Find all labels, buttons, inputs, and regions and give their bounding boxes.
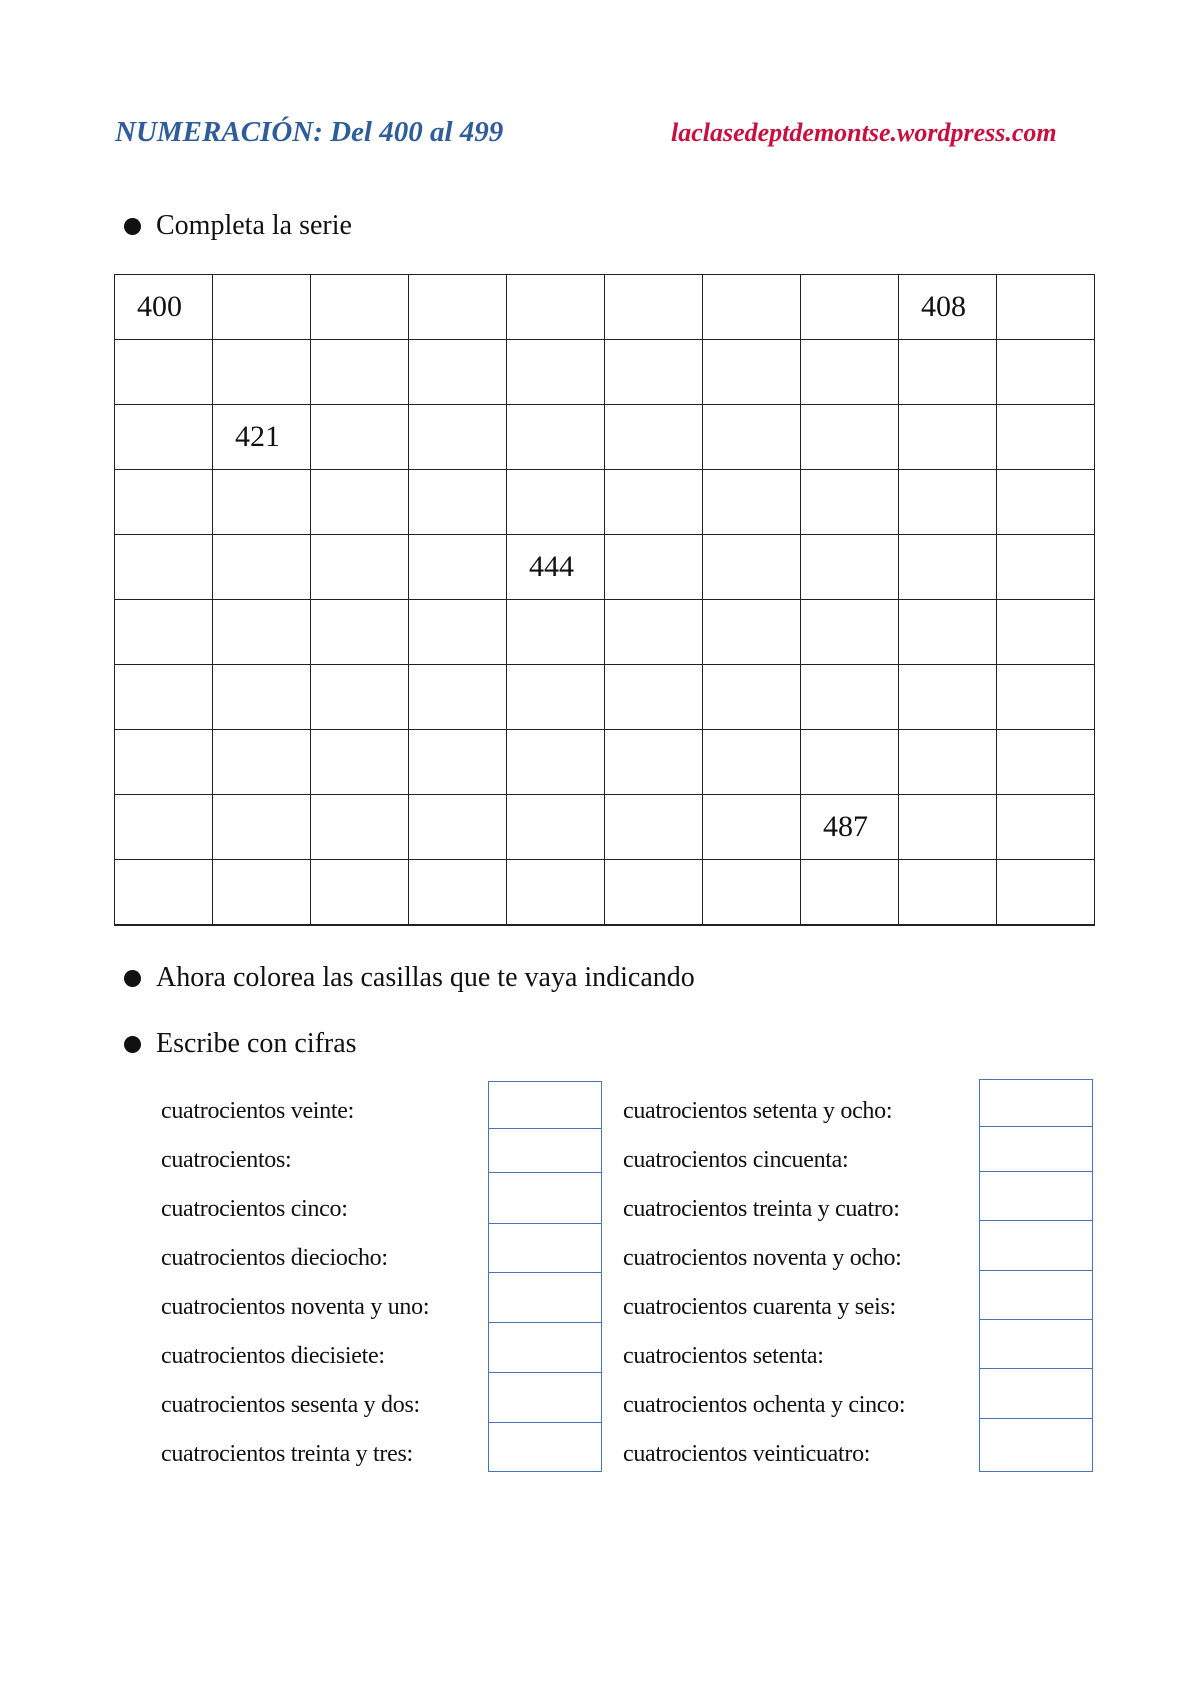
grid-row	[115, 795, 1095, 860]
grid-cell[interactable]	[605, 275, 703, 340]
exercise-label: cuatrocientos setenta y ocho:	[623, 1098, 893, 1124]
grid-cell[interactable]	[115, 405, 213, 470]
grid-cell[interactable]	[115, 340, 213, 405]
exercise-label: cuatrocientos cinco:	[161, 1196, 348, 1222]
grid-cell[interactable]	[605, 860, 703, 925]
grid-cell[interactable]	[507, 795, 605, 860]
grid-cell[interactable]	[801, 405, 899, 470]
instruction-write-text: Escribe con cifras	[156, 1028, 357, 1059]
grid-cell[interactable]	[507, 665, 605, 730]
grid-cell[interactable]	[605, 795, 703, 860]
grid-cell[interactable]	[213, 275, 311, 340]
grid-cell[interactable]	[899, 470, 997, 535]
instruction-write	[124, 1028, 357, 1060]
grid-cell[interactable]	[115, 730, 213, 795]
answer-box[interactable]	[488, 1372, 602, 1424]
grid-cell[interactable]	[507, 405, 605, 470]
grid-cell[interactable]	[605, 470, 703, 535]
answer-box[interactable]	[979, 1319, 1093, 1370]
grid-row	[115, 860, 1095, 925]
grid-cell[interactable]	[703, 340, 801, 405]
grid-cell[interactable]	[409, 860, 507, 925]
grid-cell[interactable]	[213, 340, 311, 405]
answer-box[interactable]	[979, 1270, 1093, 1321]
exercise-label: cuatrocientos treinta y cuatro:	[623, 1196, 900, 1222]
answer-box[interactable]	[488, 1081, 602, 1130]
grid-cell[interactable]	[605, 665, 703, 730]
grid-cell[interactable]	[213, 860, 311, 925]
exercise-label: cuatrocientos veinte:	[161, 1098, 354, 1124]
grid-row	[115, 470, 1095, 535]
instruction-colour-text: Ahora colorea las casillas que te vaya indicando	[156, 962, 695, 993]
grid-cell[interactable]	[801, 470, 899, 535]
bullet-icon	[124, 1036, 141, 1053]
grid-cell[interactable]	[997, 795, 1095, 860]
grid-cell[interactable]	[997, 600, 1095, 665]
grid-cell[interactable]	[311, 275, 409, 340]
grid-cell[interactable]	[507, 470, 605, 535]
grid-cell[interactable]	[703, 275, 801, 340]
grid-cell[interactable]	[507, 730, 605, 795]
exercise-label: cuatrocientos diecisiete:	[161, 1343, 385, 1369]
grid-cell[interactable]	[409, 340, 507, 405]
grid-cell[interactable]	[899, 860, 997, 925]
grid-cell[interactable]	[213, 600, 311, 665]
answer-box[interactable]	[979, 1079, 1093, 1128]
grid-cell[interactable]	[997, 665, 1095, 730]
grid-cell[interactable]	[409, 275, 507, 340]
grid-cell[interactable]	[409, 600, 507, 665]
grid-cell[interactable]	[311, 470, 409, 535]
grid-cell[interactable]	[115, 665, 213, 730]
grid-cell[interactable]	[115, 860, 213, 925]
grid-cell[interactable]	[997, 860, 1095, 925]
answer-box[interactable]	[979, 1368, 1093, 1420]
grid-row	[115, 405, 1095, 470]
site-url: laclasedeptdemontse.wordpress.com	[671, 118, 1057, 147]
grid-row	[115, 730, 1095, 795]
grid-row	[115, 340, 1095, 405]
instruction-complete-text: Completa la serie	[156, 210, 352, 241]
grid-cell[interactable]	[703, 470, 801, 535]
bullet-icon	[124, 970, 141, 987]
grid-cell[interactable]	[115, 535, 213, 600]
grid-row	[115, 275, 1095, 340]
grid-cell[interactable]: 408	[899, 275, 997, 340]
grid-cell[interactable]	[801, 730, 899, 795]
answer-box[interactable]	[979, 1126, 1093, 1173]
grid-row	[115, 535, 1095, 600]
grid-row	[115, 665, 1095, 730]
grid-cell[interactable]	[213, 730, 311, 795]
grid-cell[interactable]	[409, 535, 507, 600]
grid-cell[interactable]	[507, 600, 605, 665]
exercise-label: cuatrocientos:	[161, 1147, 292, 1173]
grid-cell[interactable]	[213, 470, 311, 535]
grid-cell[interactable]	[899, 535, 997, 600]
grid-cell[interactable]	[507, 860, 605, 925]
exercise-label: cuatrocientos ochenta y cinco:	[623, 1392, 906, 1418]
grid-cell[interactable]	[703, 535, 801, 600]
answer-box[interactable]	[488, 1172, 602, 1225]
grid-cell[interactable]	[115, 600, 213, 665]
grid-cell[interactable]	[801, 860, 899, 925]
grid-cell[interactable]	[409, 665, 507, 730]
exercise-label: cuatrocientos noventa y uno:	[161, 1294, 430, 1320]
answer-box[interactable]	[488, 1322, 602, 1374]
grid-cell[interactable]	[899, 730, 997, 795]
grid-cell[interactable]	[801, 600, 899, 665]
grid-cell[interactable]	[899, 795, 997, 860]
answer-box[interactable]	[979, 1171, 1093, 1222]
grid-cell[interactable]	[801, 665, 899, 730]
grid-cell[interactable]	[507, 340, 605, 405]
grid-cell[interactable]	[409, 795, 507, 860]
grid-cell[interactable]	[899, 405, 997, 470]
answer-box[interactable]	[488, 1223, 602, 1274]
grid-cell[interactable]	[115, 470, 213, 535]
grid-cell[interactable]	[311, 730, 409, 795]
grid-cell[interactable]	[703, 860, 801, 925]
grid-cell[interactable]	[703, 730, 801, 795]
grid-cell[interactable]	[213, 665, 311, 730]
grid-cell[interactable]	[801, 275, 899, 340]
grid-cell[interactable]	[801, 340, 899, 405]
grid-cell[interactable]	[507, 275, 605, 340]
page-title: NUMERACIÓN: Del 400 al 499	[115, 116, 504, 148]
grid-cell[interactable]	[605, 600, 703, 665]
grid-cell[interactable]	[605, 730, 703, 795]
grid-cell[interactable]	[115, 795, 213, 860]
exercise-label: cuatrocientos noventa y ocho:	[623, 1245, 902, 1271]
grid-cell[interactable]: 400	[115, 275, 213, 340]
grid-cell[interactable]	[997, 405, 1095, 470]
instruction-complete	[124, 210, 352, 242]
grid-cell[interactable]	[997, 730, 1095, 795]
grid-cell[interactable]	[997, 275, 1095, 340]
instruction-colour	[124, 962, 695, 994]
grid-cell[interactable]	[213, 795, 311, 860]
grid-cell[interactable]	[311, 600, 409, 665]
grid-cell[interactable]	[409, 470, 507, 535]
grid-cell[interactable]	[997, 340, 1095, 405]
answer-box[interactable]	[979, 1220, 1093, 1272]
grid-cell[interactable]	[899, 600, 997, 665]
grid-cell[interactable]	[703, 405, 801, 470]
grid-cell[interactable]: 487	[801, 795, 899, 860]
answer-box[interactable]	[488, 1422, 602, 1472]
answer-box[interactable]	[979, 1418, 1093, 1472]
grid-cell[interactable]	[409, 730, 507, 795]
number-series-grid	[114, 274, 1095, 926]
grid-cell[interactable]: 444	[507, 535, 605, 600]
grid-cell[interactable]	[311, 535, 409, 600]
bullet-icon	[124, 218, 141, 235]
grid-row	[115, 600, 1095, 665]
grid-cell[interactable]	[409, 405, 507, 470]
exercise-label: cuatrocientos treinta y tres:	[161, 1441, 413, 1467]
grid-cell[interactable]	[605, 340, 703, 405]
grid-cell[interactable]	[605, 405, 703, 470]
grid-cell[interactable]	[703, 795, 801, 860]
grid-cell[interactable]	[311, 795, 409, 860]
exercise-label: cuatrocientos dieciocho:	[161, 1245, 388, 1271]
exercise-label: cuatrocientos cincuenta:	[623, 1147, 849, 1173]
grid-cell[interactable]	[311, 665, 409, 730]
exercise-label: cuatrocientos cuarenta y seis:	[623, 1294, 896, 1320]
grid-cell[interactable]	[703, 665, 801, 730]
grid-cell[interactable]	[311, 340, 409, 405]
grid-cell[interactable]	[311, 860, 409, 925]
grid-cell[interactable]	[899, 665, 997, 730]
exercise-label: cuatrocientos sesenta y dos:	[161, 1392, 420, 1418]
grid-cell[interactable]: 421	[213, 405, 311, 470]
grid-cell[interactable]	[311, 405, 409, 470]
answer-box[interactable]	[488, 1272, 602, 1324]
grid-cell[interactable]	[605, 535, 703, 600]
grid-cell[interactable]	[801, 535, 899, 600]
exercise-label: cuatrocientos setenta:	[623, 1343, 824, 1369]
grid-cell[interactable]	[213, 535, 311, 600]
grid-cell[interactable]	[997, 470, 1095, 535]
grid-cell[interactable]	[899, 340, 997, 405]
exercise-label: cuatrocientos veinticuatro:	[623, 1441, 871, 1467]
grid-cell[interactable]	[997, 535, 1095, 600]
grid-cell[interactable]	[703, 600, 801, 665]
answer-box[interactable]	[488, 1128, 602, 1174]
